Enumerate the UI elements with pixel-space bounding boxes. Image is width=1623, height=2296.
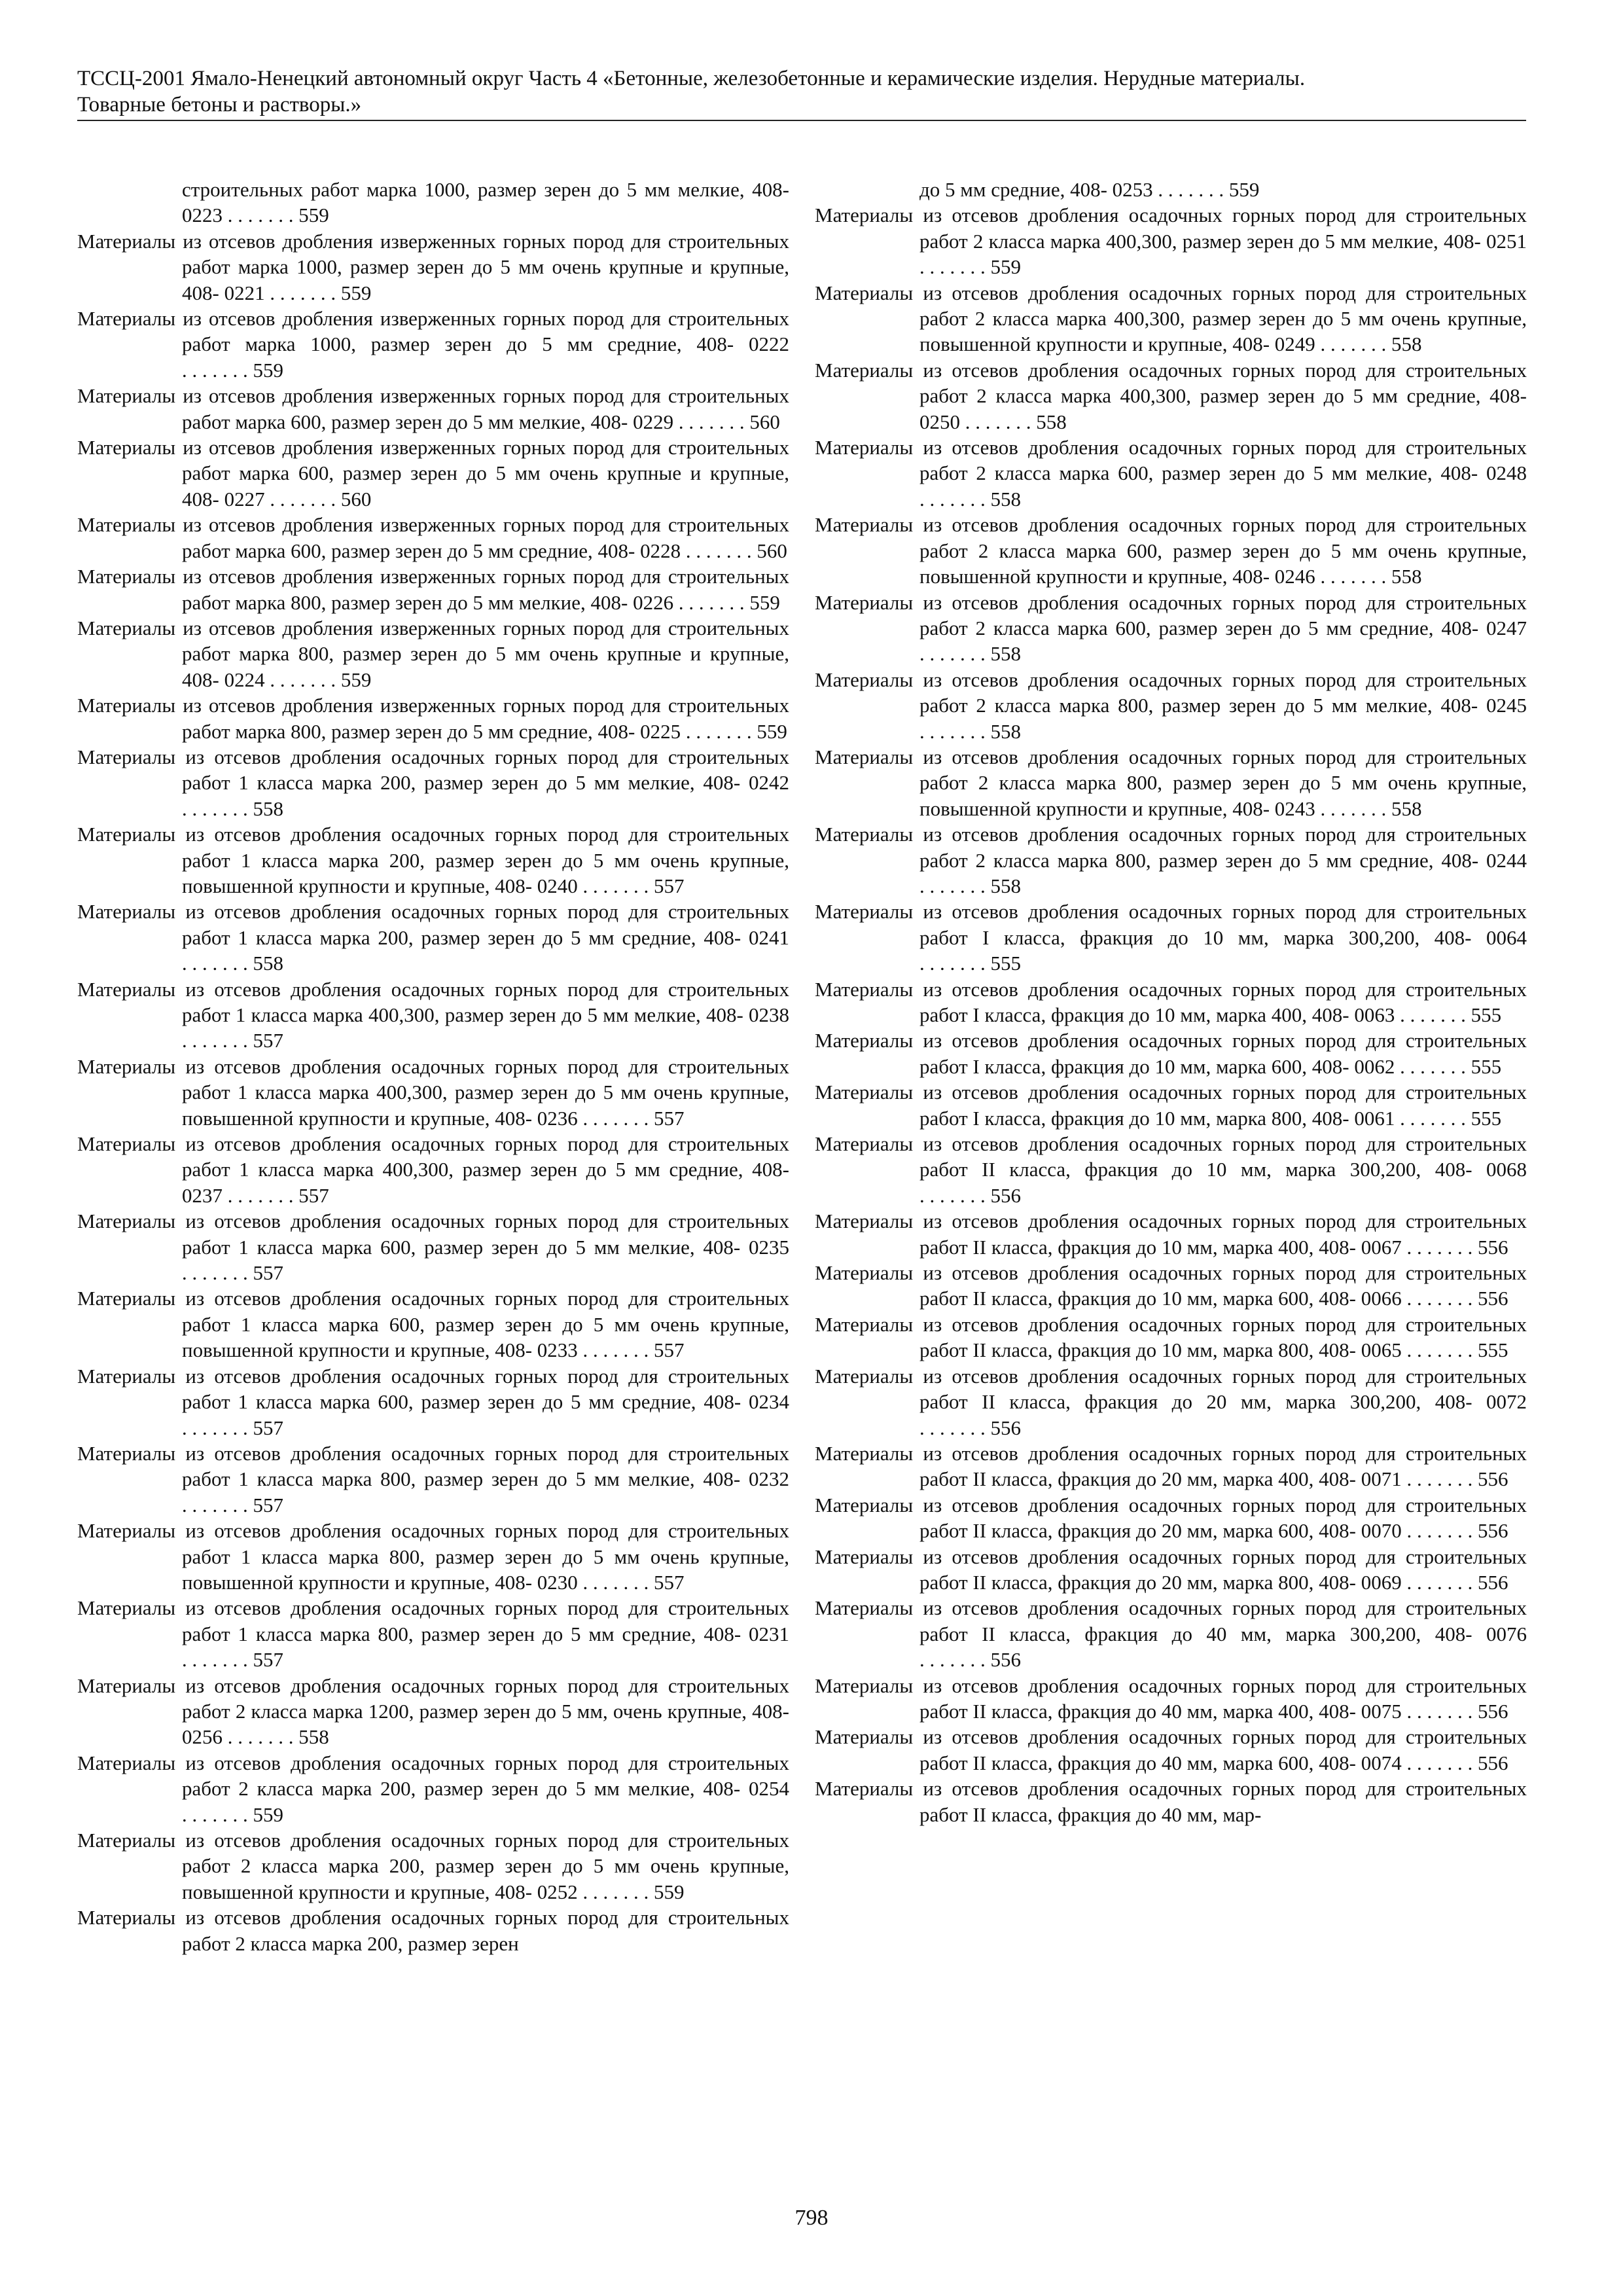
index-entry-page: 559 — [757, 719, 787, 743]
index-entry-text: Материалы из отсевов дробления осадочных горных пород для строительных работ 2 класса марка 800, размер зерен до 5 мм очень крупные, повышенной крупности и крупные, 408- 0243 — [815, 745, 1527, 820]
index-entry-text: Материалы из отсевов дробления изверженных горных пород для строительных работ марка 1000, размер зерен до 5 мм средние, 408- 0222 — [77, 307, 789, 356]
index-column-right — [815, 177, 1527, 1827]
index-entry — [815, 1544, 1527, 1596]
index-entry-page: 555 — [1477, 1338, 1508, 1362]
index-entry-text: Материалы из отсевов дробления осадочных горных пород для строительных работ 1 класса марка 600, размер зерен до 5 мм очень крупные, повышенной крупности и крупные, 408- 0233 — [77, 1287, 789, 1362]
leader-dots: . . . . . . . — [919, 1416, 991, 1439]
index-entry — [815, 1724, 1527, 1776]
index-entry — [815, 744, 1527, 821]
index-entry-page: 560 — [749, 410, 780, 433]
leader-dots: . . . . . . . — [919, 952, 991, 975]
header-title-line-2: Товарные бетоны и растворы.» — [77, 93, 362, 117]
index-entry-text: Материалы из отсевов дробления осадочных горных пород для строительных работ 2 класса марка 800, размер зерен до 5 мм мелкие, 408- 0245 — [815, 668, 1527, 717]
index-entry — [815, 1673, 1527, 1725]
index-entry — [77, 306, 789, 383]
leader-dots: . . . . . . . — [577, 1570, 654, 1594]
index-entry-text: Материалы из отсевов дробления осадочных горных пород для строительных работ 1 класса марка 400,300, размер зерен до 5 мм мелкие, 408- 0238 — [77, 977, 789, 1026]
leader-dots: . . . . . . . — [673, 590, 750, 614]
index-entry-page: 559 — [340, 668, 372, 691]
leader-dots: . . . . . . . — [1401, 1338, 1478, 1362]
leader-dots: . . . . . . . — [182, 1803, 253, 1826]
index-entry-page: 556 — [990, 1648, 1021, 1672]
index-entry — [815, 1363, 1527, 1441]
index-entry — [815, 202, 1527, 279]
index-entry-text: Материалы из отсевов дробления осадочных горных пород для строительных работ 1 класса марка 600, размер зерен до 5 мм средние, 408- 0234 — [77, 1364, 789, 1414]
leader-dots: . . . . . . . — [182, 358, 253, 382]
leader-dots: . . . . . . . — [1401, 1699, 1478, 1723]
index-entry-page: 557 — [298, 1183, 329, 1207]
index-entry-text: Материалы из отсевов дробления осадочных горных пород для строительных работ 2 класса марка 200, размер зерен до 5 мм мелкие, 408- 0254 — [77, 1751, 789, 1801]
index-entry-text: Материалы из отсевов дробления изверженных горных пород для строительных работ марка 1000, размер зерен до 5 мм очень крупные и крупные, 408- 0221 — [77, 229, 789, 304]
leader-dots: . . . . . . . — [919, 1648, 991, 1672]
page-number: 798 — [794, 2206, 829, 2230]
index-entry-page: 557 — [654, 874, 685, 897]
index-entry-text: Материалы из отсевов дробления осадочных горных пород для строительных работ I класса, фракция до 10 мм, марка 800, 408- 0061 — [815, 1081, 1527, 1130]
leader-dots: . . . . . . . — [1401, 1570, 1478, 1594]
index-entry-page: 556 — [1477, 1570, 1508, 1594]
index-entry — [77, 1208, 789, 1285]
index-entry — [815, 1492, 1527, 1544]
index-entry-text: Материалы из отсевов дробления осадочных горных пород для строительных работ II класса, фракция до 20 мм, марка 800, 408- 0069 — [815, 1545, 1527, 1594]
leader-dots: . . . . . . . — [1395, 1054, 1471, 1078]
index-entry — [815, 357, 1527, 435]
index-entry — [815, 1028, 1527, 1079]
leader-dots: . . . . . . . — [577, 1338, 654, 1362]
leader-dots: . . . . . . . — [1315, 332, 1392, 356]
leader-dots: . . . . . . . — [919, 874, 991, 897]
index-entry-text: Материалы из отсевов дробления осадочных горных пород для строительных работ 2 класса марка 400,300, размер зерен до 5 мм средние, 408- 0250 — [815, 358, 1527, 433]
index-entry — [77, 383, 789, 435]
index-entry-text: Материалы из отсевов дробления изверженных горных пород для строительных работ марка 800, размер зерен до 5 мм средние, 408- 0225 — [77, 694, 789, 743]
leader-dots: . . . . . . . — [1395, 1003, 1471, 1026]
index-entry-text: Материалы из отсевов дробления осадочных горных пород для строительных работ 2 класса марка 600, размер зерен до 5 мм очень крупные, повышенной крупности и крупные, 408- 0246 — [815, 513, 1527, 588]
index-entry-text: Материалы из отсевов дробления изверженных горных пород для строительных работ марка 600, размер зерен до 5 мм мелкие, 408- 0229 — [77, 384, 789, 433]
index-entry-page: 555 — [1471, 1054, 1502, 1078]
index-entry-page: 557 — [654, 1338, 685, 1362]
index-entry — [815, 1260, 1527, 1312]
index-entry-page: 556 — [1477, 1287, 1508, 1310]
index-entry-text: Материалы из отсевов дробления осадочных горных пород для строительных работ I класса, фракция до 10 мм, марка 600, 408- 0062 — [815, 1029, 1527, 1078]
index-entry-text: Материалы из отсевов дробления осадочных горных пород для строительных работ 2 класса марка 600, размер зерен до 5 мм средние, 408- 0247 — [815, 590, 1527, 639]
leader-dots: . . . . . . . — [673, 410, 750, 433]
index-entry-text: Материалы из отсевов дробления изверженных горных пород для строительных работ марка 600, размер зерен до 5 мм очень крупные и крупные, 408- 0227 — [77, 436, 789, 511]
leader-dots: . . . . . . . — [1401, 1519, 1478, 1543]
index-entry-page: 557 — [253, 1648, 283, 1672]
index-entry — [815, 280, 1527, 357]
index-entry-page: 558 — [990, 874, 1021, 897]
index-entry — [815, 435, 1527, 512]
index-entry-text: Материалы из отсевов дробления осадочных горных пород для строительных работ 2 класса марка 400,300, размер зерен до 5 мм очень крупные, повышенной крупности и крупные, 408- 0249 — [815, 281, 1527, 356]
index-entry — [815, 1776, 1527, 1827]
leader-dots: . . . . . . . — [1401, 1287, 1478, 1310]
index-entry-page: 555 — [1471, 1003, 1502, 1026]
index-entry-text: Материалы из отсевов дробления осадочных горных пород для строительных работ II класса, фракция до 10 мм, марка 600, 408- 0066 — [815, 1261, 1527, 1310]
leader-dots: . . . . . . . — [1395, 1106, 1471, 1130]
index-entry — [77, 228, 789, 306]
leader-dots: . . . . . . . — [182, 797, 253, 820]
leader-dots: . . . . . . . — [577, 874, 654, 897]
index-entry — [77, 744, 789, 821]
leader-dots: . . . . . . . — [182, 1493, 253, 1516]
index-entry-page: 559 — [340, 281, 372, 304]
index-entry — [815, 1208, 1527, 1260]
index-entry-text: Материалы из отсевов дробления осадочных горных пород для строительных работ 1 класса марка 200, размер зерен до 5 мм очень крупные, повышенной крупности и крупные, 408- 0240 — [77, 823, 789, 897]
leader-dots: . . . . . . . — [919, 719, 991, 743]
index-entry — [77, 1518, 789, 1595]
index-entry — [815, 1312, 1527, 1363]
index-entry-text: Материалы из отсевов дробления осадочных горных пород для строительных работ I класса, фракция до 10 мм, марка 300,200, 408- 0064 — [815, 900, 1527, 949]
index-entry-page: 558 — [1391, 565, 1422, 588]
index-entry — [815, 590, 1527, 667]
index-entry-text: Материалы из отсевов дробления осадочных горных пород для строительных работ 2 класса марка 200, размер зерен до 5 мм очень крупные, повышенной крупности и крупные, 408- 0252 — [77, 1829, 789, 1903]
leader-dots: . . . . . . . — [264, 281, 341, 304]
index-entry-page: 558 — [253, 797, 283, 820]
index-entry-text: Материалы из отсевов дробления осадочных горных пород для строительных работ II класса, фракция до 20 мм, марка 400, 408- 0071 — [815, 1441, 1527, 1491]
index-entry-page: 559 — [654, 1880, 685, 1903]
index-entry-text: Материалы из отсевов дробления осадочных горных пород для строительных работ 1 класса марка 200, размер зерен до 5 мм мелкие, 408- 0242 — [77, 745, 789, 795]
index-entry-page: 559 — [749, 590, 780, 614]
index-entry — [815, 1441, 1527, 1492]
leader-dots: . . . . . . . — [1401, 1467, 1478, 1491]
index-column-left — [77, 177, 789, 1956]
index-entry — [815, 1079, 1527, 1131]
leader-dots: . . . . . . . — [577, 1880, 654, 1903]
index-entry-page: 556 — [1477, 1519, 1508, 1543]
index-entry-text: Материалы из отсевов дробления осадочных горных пород для строительных работ 1 класса марка 400,300, размер зерен до 5 мм средние, 408- 0237 — [77, 1132, 789, 1207]
index-entry-page: 555 — [1471, 1106, 1502, 1130]
index-entry — [815, 1595, 1527, 1672]
index-entry-text: Материалы из отсевов дробления осадочных горных пород для строительных работ 1 класса марка 800, размер зерен до 5 мм средние, 408- 0231 — [77, 1596, 789, 1645]
index-entry-text: Материалы из отсевов дробления осадочных горных пород для строительных работ II класса, фракция до 10 мм, марка 400, 408- 0067 — [815, 1210, 1527, 1259]
index-entry-page: 558 — [990, 719, 1021, 743]
index-entry — [815, 977, 1527, 1028]
leader-dots: . . . . . . . — [1315, 565, 1392, 588]
index-entry — [77, 435, 789, 512]
leader-dots: . . . . . . . — [182, 1261, 253, 1285]
index-entry-page: 557 — [253, 1416, 283, 1439]
index-entry-text: Материалы из отсевов дробления осадочных горных пород для строительных работ 2 класса марка 800, размер зерен до 5 мм средние, 408- 0244 — [815, 823, 1527, 872]
leader-dots: . . . . . . . — [681, 719, 757, 743]
index-entry-text: Материалы из отсевов дробления осадочных горных пород для строительных работ 1 класса марка 800, размер зерен до 5 мм мелкие, 408- 0232 — [77, 1441, 789, 1491]
index-entry — [77, 1827, 789, 1905]
index-entry-page: 560 — [340, 487, 372, 511]
index-entry-text: Материалы из отсевов дробления осадочных горных пород для строительных работ I класса, фракция до 10 мм, марка 400, 408- 0063 — [815, 977, 1527, 1026]
index-entry-text: до 5 мм средние, 408- 0253 — [919, 178, 1153, 201]
leader-dots: . . . . . . . — [264, 487, 341, 511]
leader-dots: . . . . . . . — [1152, 178, 1229, 201]
leader-dots: . . . . . . . — [223, 1725, 299, 1749]
leader-dots: . . . . . . . — [577, 1106, 654, 1130]
index-entry-page: 558 — [990, 642, 1021, 666]
index-entry-page: 557 — [654, 1106, 685, 1130]
index-entry-text: Материалы из отсевов дробления осадочных горных пород для строительных работ II класса, фракция до 10 мм, марка 800, 408- 0065 — [815, 1312, 1527, 1362]
index-entry-text: Материалы из отсевов дробления осадочных горных пород для строительных работ 2 класса марка 1200, размер зерен до 5 мм, очень крупные, 408- 0256 — [77, 1674, 789, 1749]
index-entry-text: Материалы из отсевов дробления осадочных горных пород для строительных работ II класса, фракция до 20 мм, марка 600, 408- 0070 — [815, 1493, 1527, 1543]
leader-dots: . . . . . . . — [223, 204, 299, 227]
leader-dots: . . . . . . . — [182, 1029, 253, 1052]
leader-dots: . . . . . . . — [264, 668, 341, 691]
leader-dots: . . . . . . . — [919, 487, 991, 511]
index-entry — [77, 177, 789, 228]
index-entry — [77, 564, 789, 615]
index-entry-text: Материалы из отсевов дробления осадочных горных пород для строительных работ II класса, фракция до 20 мм, марка 300,200, 408- 0072 — [815, 1364, 1527, 1414]
index-entry — [77, 1054, 789, 1131]
index-entry — [77, 1131, 789, 1208]
index-entry-text: Материалы из отсевов дробления осадочных горных пород для строительных работ II класса, фракция до 10 мм, марка 300,200, 408- 0068 — [815, 1132, 1527, 1181]
index-entry-page: 556 — [1477, 1699, 1508, 1723]
index-entry — [815, 177, 1527, 202]
index-entry — [77, 977, 789, 1054]
index-entry — [77, 512, 789, 564]
index-entry-text: Материалы из отсевов дробления осадочных горных пород для строительных работ 1 класса марка 200, размер зерен до 5 мм средние, 408- 0241 — [77, 900, 789, 949]
leader-dots: . . . . . . . — [182, 952, 253, 975]
index-entry-page: 558 — [1036, 410, 1067, 433]
index-entry-page: 556 — [1477, 1235, 1508, 1259]
header-divider — [77, 120, 1526, 121]
index-entry-page: 556 — [990, 1183, 1021, 1207]
index-entry — [77, 692, 789, 744]
index-entry — [77, 1285, 789, 1363]
running-header — [77, 65, 1526, 118]
leader-dots: . . . . . . . — [919, 642, 991, 666]
index-entry-text: строительных работ марка 1000, размер зерен до 5 мм мелкие, 408- 0223 — [182, 178, 789, 227]
index-entry — [77, 1905, 789, 1956]
index-entry-text: Материалы из отсевов дробления изверженных горных пород для строительных работ марка 800, размер зерен до 5 мм очень крупные и крупные, 408- 0224 — [77, 616, 789, 691]
index-entry — [77, 1363, 789, 1441]
index-entry-page: 557 — [253, 1261, 283, 1285]
index-entry-text: Материалы из отсевов дробления осадочных горных пород для строительных работ 1 класса марка 800, размер зерен до 5 мм очень крупные, повышенной крупности и крупные, 408- 0230 — [77, 1519, 789, 1594]
leader-dots: . . . . . . . — [681, 539, 757, 562]
index-entry-text: Материалы из отсевов дробления осадочных горных пород для строительных работ II класса, фракция до 40 мм, мар- — [815, 1777, 1527, 1826]
index-entry-text: Материалы из отсевов дробления осадочных горных пород для строительных работ 2 класса марка 600, размер зерен до 5 мм мелкие, 408- 0248 — [815, 436, 1527, 485]
index-entry-page: 558 — [298, 1725, 329, 1749]
index-entry — [77, 615, 789, 692]
index-entry — [77, 1750, 789, 1827]
index-entry-page: 557 — [253, 1029, 283, 1052]
index-entry-text: Материалы из отсевов дробления осадочных горных пород для строительных работ II класса, фракция до 40 мм, марка 300,200, 408- 0076 — [815, 1596, 1527, 1645]
index-entry-page: 557 — [654, 1570, 685, 1594]
index-entry-page: 558 — [253, 952, 283, 975]
leader-dots: . . . . . . . — [182, 1416, 253, 1439]
index-entry-page: 556 — [1477, 1467, 1508, 1491]
index-entry — [815, 512, 1527, 589]
index-entry-text: Материалы из отсевов дробления осадочных горных пород для строительных работ 2 класса марка 400,300, размер зерен до 5 мм мелкие, 408- 0251 — [815, 204, 1527, 253]
index-entry — [815, 667, 1527, 744]
index-entry-page: 559 — [253, 358, 283, 382]
index-entry — [815, 1131, 1527, 1208]
index-entry — [77, 821, 789, 899]
index-entry — [815, 821, 1527, 899]
index-entry-page: 557 — [253, 1493, 283, 1516]
index-entry-page: 559 — [990, 255, 1021, 279]
index-entry — [815, 899, 1527, 976]
index-entry — [77, 1673, 789, 1750]
index-entry-page: 558 — [1391, 797, 1422, 820]
header-title-line-1: ТССЦ-2001 Ямало-Ненецкий автономный округ Часть 4 «Бетонные, железобетонные и керамические изделия. Нерудные материалы. — [77, 67, 1306, 90]
index-entry — [77, 1441, 789, 1518]
index-entry-text: Материалы из отсевов дробления осадочных горных пород для строительных работ II класса, фракция до 40 мм, марка 400, 408- 0075 — [815, 1674, 1527, 1723]
leader-dots: . . . . . . . — [919, 1183, 991, 1207]
leader-dots: . . . . . . . — [919, 255, 991, 279]
leader-dots: . . . . . . . — [182, 1648, 253, 1672]
index-entry-page: 559 — [1228, 178, 1260, 201]
index-entry-page: 556 — [1477, 1751, 1508, 1774]
index-entry-page: 559 — [253, 1803, 283, 1826]
index-entry-page: 555 — [990, 952, 1021, 975]
index-entry-text: Материалы из отсевов дробления изверженных горных пород для строительных работ марка 800, размер зерен до 5 мм мелкие, 408- 0226 — [77, 565, 789, 614]
index-entry — [77, 1595, 789, 1672]
index-entry-page: 558 — [1391, 332, 1422, 356]
index-entry-text: Материалы из отсевов дробления изверженных горных пород для строительных работ марка 600, размер зерен до 5 мм средние, 408- 0228 — [77, 513, 789, 562]
index-entry-page: 560 — [757, 539, 787, 562]
index-entry-page: 558 — [990, 487, 1021, 511]
leader-dots: . . . . . . . — [1315, 797, 1392, 820]
leader-dots: . . . . . . . — [960, 410, 1037, 433]
index-entry-text: Материалы из отсевов дробления осадочных горных пород для строительных работ 1 класса марка 400,300, размер зерен до 5 мм очень крупные, повышенной крупности и крупные, 408- 0236 — [77, 1054, 789, 1130]
index-entry-text: Материалы из отсевов дробления осадочных горных пород для строительных работ 2 класса марка 200, размер зерен — [77, 1906, 789, 1955]
leader-dots: . . . . . . . — [1401, 1751, 1478, 1774]
index-entry-page: 556 — [990, 1416, 1021, 1439]
index-entry-text: Материалы из отсевов дробления осадочных горных пород для строительных работ 1 класса марка 600, размер зерен до 5 мм мелкие, 408- 0235 — [77, 1210, 789, 1259]
index-entry — [77, 899, 789, 976]
index-entry-text: Материалы из отсевов дробления осадочных горных пород для строительных работ II класса, фракция до 40 мм, марка 600, 408- 0074 — [815, 1725, 1527, 1774]
index-entry-page: 559 — [298, 204, 329, 227]
leader-dots: . . . . . . . — [1401, 1235, 1478, 1259]
leader-dots: . . . . . . . — [223, 1183, 299, 1207]
